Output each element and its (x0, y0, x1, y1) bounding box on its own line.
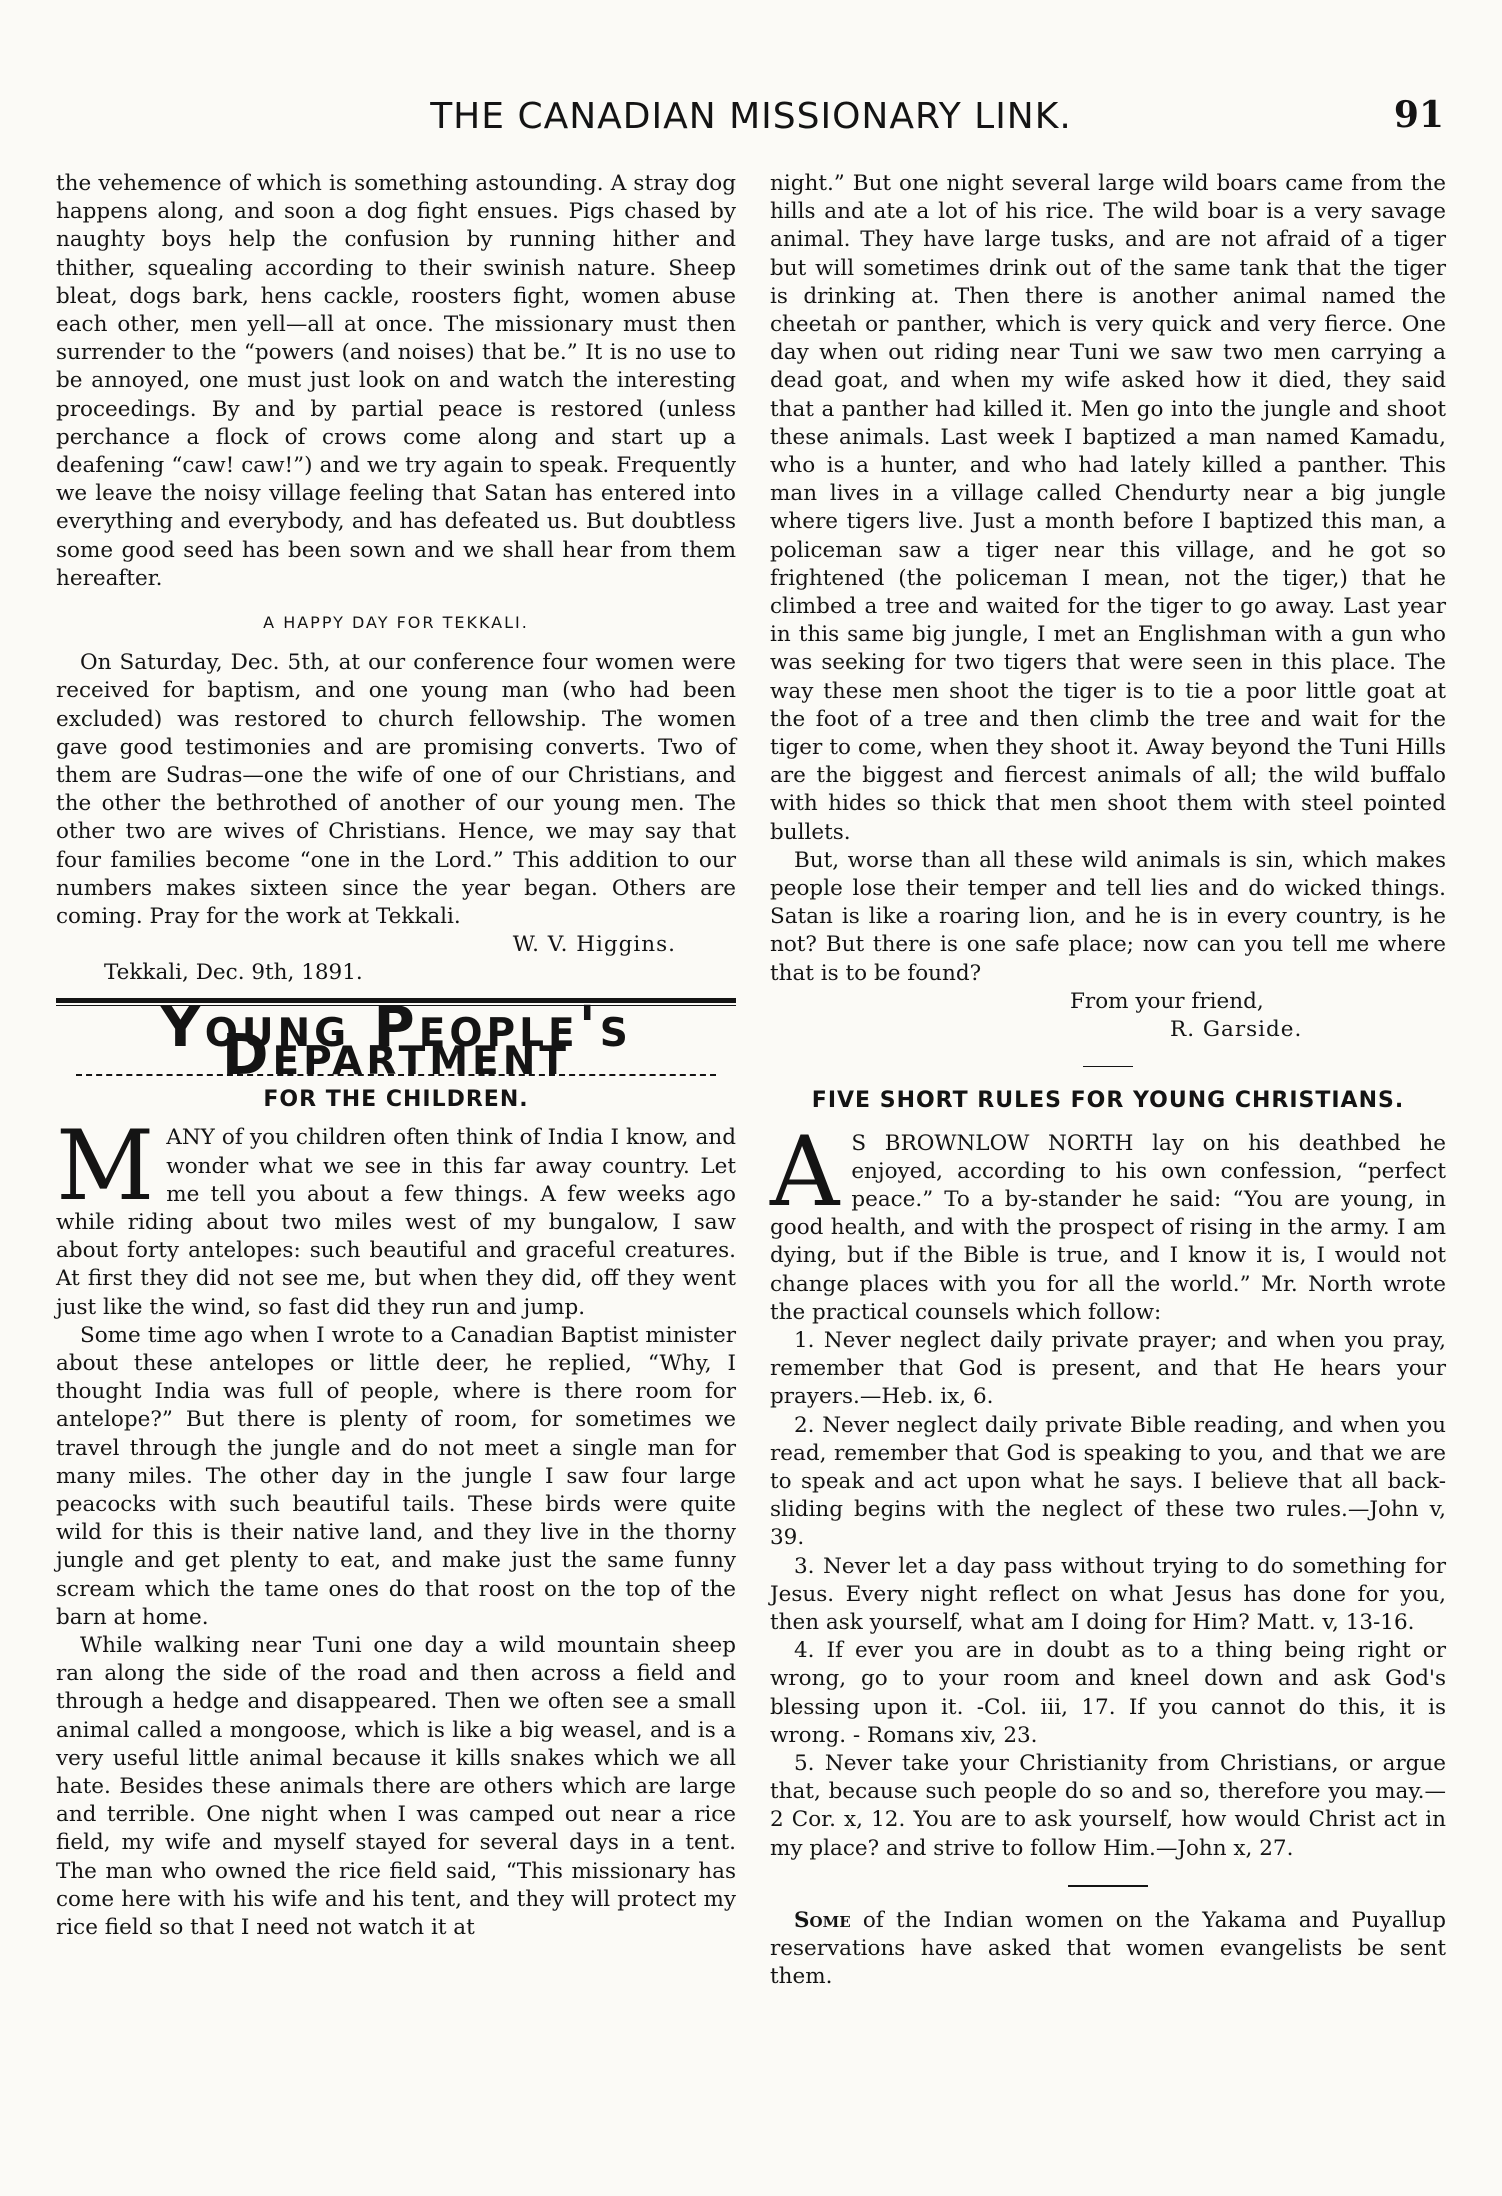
continued-paragraph: night.” But one night several large wild boars came from the hills and ate a lot of his rice. The wild boar is a very savage animal. They have large tusks, and are not afraid of a tiger but will sometimes drink out of the same tank that the tiger is drinking at. Then there is another animal named the cheetah or panther, which is very quick and very fierce. One day when out riding near Tuni we saw two men carrying a dead goat, and when my wife asked how it died, they said that a panther had killed it. Men go into the jungle and shoot these animals. Last week I baptized a man named Kamadu, who is a hunter, and who had lately killed a panther. This man lives in a village called Chendurty near a big jungle where tigers live. Just a month before I baptized this man, a policeman saw a tiger near this village, and he got so frightened (the policeman I mean, not the tiger,) that he climbed a tree and waited for the tiger to go away. Last year in this same big jungle, I met an Englishman with a gun who was seeking for two tigers that were seen in this place. The way these men shoot the tiger is to tie a poor little goat at the foot of a tree and then climb the tree and wait for the tiger to come, when they shoot it. Away beyond the Tuni Hills are the biggest and fiercest animals of all; the wild buffalo with hides so thick that men shoot them with steel pointed bullets. (770, 171, 1446, 845)
divider (1083, 1066, 1133, 1067)
page-header (0, 96, 1502, 146)
continued-paragraph: the vehemence of which is something astounding. A stray dog happens along, and soon a dog fight ensues. Pigs chased by naughty boys help the confusion by running hither and thither, squealing according to their swinish nature. Sheep bleat, dogs bark, hens cackle, roosters fight, women abuse each other, men yell—all at once. The missionary must then surrender to the “powers (and noises) that be.” It is no use to be annoyed, one must just look on and watch the interesting proceedings. By and by partial peace is restored (unless perchance a flock of crows come along and start up a deafening “caw! caw!”) and we try again to speak. Frequently we leave the noisy village feeling that Satan has entered into everything and everybody, and has defeated us. But doubtless some good seed has been sown and we shall hear from them hereafter. (56, 171, 736, 591)
left-column (56, 170, 736, 1942)
sin-paragraph: But, worse than all these wild animals is sin, which makes people lose their temper and tell lies and do wicked things. Satan is like a roaring lion, and he is in every country, is he not? But there is one safe place; now can you tell me where that is to be found? (770, 847, 1446, 986)
news-note-lead: Some (794, 1907, 851, 1933)
right-column (770, 170, 1446, 1991)
children-paragraph-1 (56, 1110, 736, 1321)
rule-item: 1. Never neglect daily private prayer; and when you pray, remember that God is present, and that He hears your prayers.—Heb. ix, 6. (770, 1327, 1446, 1410)
drop-cap: M (56, 1110, 155, 1223)
rules-intro-text: S BROWNLOW NORTH lay on his deathbed he enjoyed, according to his own confession, “perfect peace.” To a by-stander he said: “You are young, in good health, and with the prospect of rising in the army. I am dying, but if the Bible is true, and I know it is, I would not change places with you for all the world.” Mr. North wrote the practical counsels which follow: (770, 1130, 1446, 1325)
rule-item: 4. If ever you are in doubt as to a thing being right or wrong, go to your room and kneel down and ask God's blessing upon it. -Col. iii, 17. If you cannot do this, it is wrong. - Romans xiv, 23. (770, 1638, 1446, 1748)
rule-item: 2. Never neglect daily private Bible reading, and when you read, remember that God is speaking to you, and that we are to speak and act upon what he says. I believe that all back-sliding begins with the neglect of these two rules.—John v, 39. (770, 1412, 1446, 1551)
page-number: 91 (1393, 94, 1444, 136)
department-title: Young People's Department (160, 994, 632, 1088)
tekkali-paragraph: On Saturday, Dec. 5th, at our conference four women were received for baptism, and one young man (who had been excluded) was restored to church fellowship. The women gave good testimonies and are promising converts. Two of them are Sudras—one the wife of one of our Christians, and the other the bethrothed of another of our young men. The other two are wives of Christians. Hence, we may say that four families become “one in the Lord.” This addition to our numbers makes sixteen since the year began. Others are coming. Pray for the work at Tekkali. (56, 650, 736, 930)
children-paragraph-3: While walking near Tuni one day a wild mountain sheep ran along the side of the road and then across a field and through a hedge and disappeared. Then we often see a small animal called a mongoose, which is like a big weasel, and is a very useful little animal because it kills snakes which we all hate. Besides these animals there are others which are large and terrible. One night when I was camped out near a rice field, my wife and myself stayed for several days in a tent. The man who owned the rice field said, “This missionary has come here with his wife and his tent, and they will protect my rice field so that I need not watch it at (56, 1632, 736, 1940)
children-paragraph-1-text: ANY of you children often think of India I know, and wonder what we see in this far away country. Let me tell you about a few things. A few weeks ago while riding about two miles west of my bungalow, I saw about forty antelopes: such beautiful and graceful creatures. At first they did not see me, but when they did, off they went just like the wind, so fast did they run and jump. (56, 1125, 736, 1320)
children-heading: FOR THE CHILDREN. (263, 1087, 529, 1113)
news-note (770, 1907, 1446, 1992)
letter-closing (1070, 988, 1446, 1044)
drop-cap: A (770, 1115, 840, 1228)
rule-item: 5. Never take your Christianity from Christians, or argue that, because such people do so and so, therefore you may.—2 Cor. x, 12. You are to ask yourself, how would Christ act in my place? and strive to follow Him.—John x, 27. (770, 1750, 1446, 1861)
rules-intro (770, 1115, 1446, 1327)
tekkali-signature: W. V. Higgins. (512, 932, 676, 958)
publication-title: THE CANADIAN MISSIONARY LINK. (430, 96, 1072, 137)
rule-item: 3. Never let a day pass without trying to do something for Jesus. Every night reflect on what Jesus has done for you, then ask yourself, what am I doing for Him? Matt. v, 13-16. (770, 1553, 1446, 1635)
rules-heading: FIVE SHORT RULES FOR YOUNG CHRISTIANS. (811, 1088, 1405, 1114)
news-note-text: of the Indian women on the Yakama and Puyallup reservations have asked that women evangelists be sent them. (770, 1907, 1446, 1990)
children-paragraph-2: Some time ago when I wrote to a Canadian Baptist minister about these antelopes or little deer, he replied, “Why, I thought India was full of people, where is there room for antelope?” But there is plenty of room, for sometimes we travel through the jungle and do not meet a single man for many miles. The other day in the jungle I saw four large peacocks with such beautiful tails. These birds were quite wild for this is their native land, and they live in the thorny jungle and get plenty to eat, and make just the same funny scream which the tame ones do that roost on the top of the barn at home. (56, 1322, 736, 1630)
tekkali-heading: A HAPPY DAY FOR TEKKALI. (263, 613, 529, 633)
closing-line: From your friend, (1070, 988, 1264, 1014)
letter-signature: R. Garside. (1170, 1017, 1303, 1043)
tekkali-dateline: Tekkali, Dec. 9th, 1891. (104, 960, 363, 986)
divider (1068, 1885, 1148, 1887)
